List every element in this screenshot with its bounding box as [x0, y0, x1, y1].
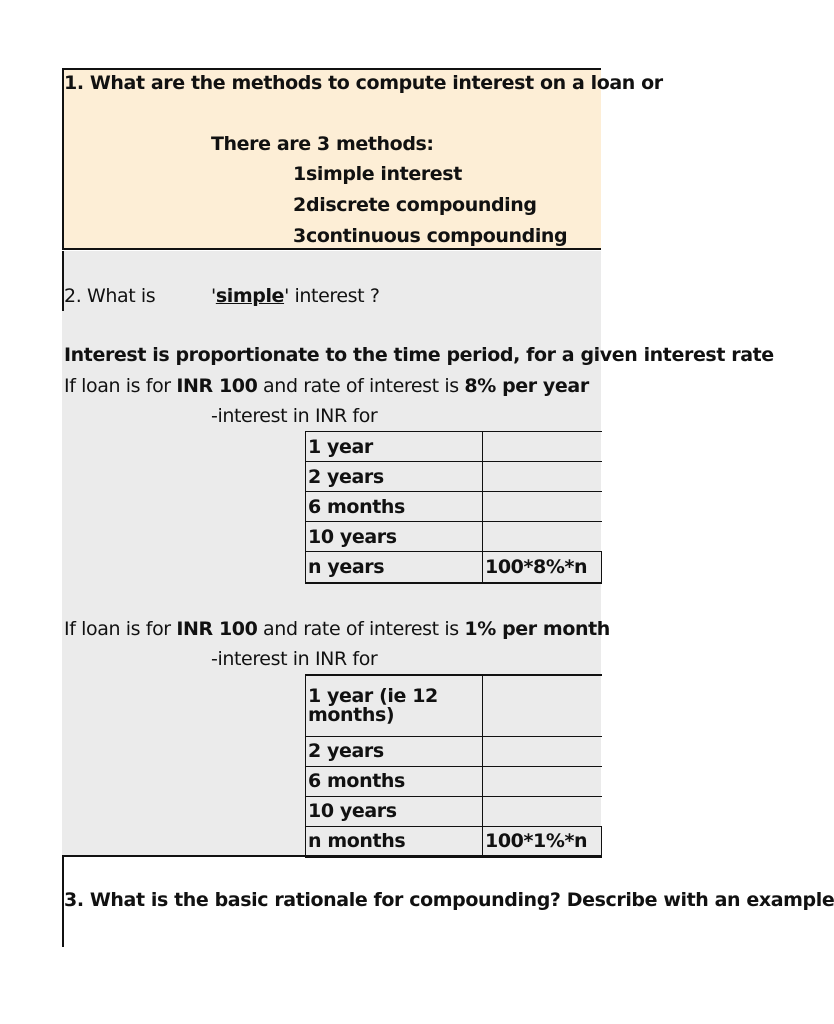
period-cell: 2 years: [306, 462, 483, 492]
section-2-bottom-border: [62, 855, 601, 857]
table-row: [306, 492, 602, 522]
method-1-number: 1: [293, 163, 306, 185]
formula-cell[interactable]: 100*1%*n: [483, 826, 602, 857]
method-1-label: simple interest: [306, 163, 462, 185]
question-1-text: 1. What are the methods to compute interest on a loan or: [64, 72, 663, 94]
question-2-term-line: [211, 285, 380, 307]
value-cell[interactable]: [483, 462, 602, 492]
question-2-prefix: 2. What is: [64, 285, 156, 307]
table-row: [306, 796, 602, 826]
period-cell: 2 years: [306, 736, 483, 766]
table-row: [306, 552, 602, 583]
example-2-pre: If loan is for: [64, 618, 177, 640]
example-1-rate: 8% per year: [464, 375, 589, 397]
question-2-suffix: ' interest ?: [284, 285, 380, 307]
table-row: [306, 522, 602, 552]
period-cell: 1 year: [306, 432, 483, 462]
value-cell[interactable]: [483, 675, 602, 736]
value-cell[interactable]: [483, 736, 602, 766]
example-2-line: [64, 618, 610, 640]
table-row: [306, 432, 602, 462]
example-1-amount: INR 100: [176, 375, 258, 397]
table-row: [306, 736, 602, 766]
period-cell: 6 months: [306, 766, 483, 796]
example-2-subhead: -interest in INR for: [211, 648, 378, 670]
example-1-line: [64, 375, 601, 397]
period-cell: 6 months: [306, 492, 483, 522]
question-3-text: 3. What is the basic rationale for compounding? Describe with an example: [64, 889, 834, 911]
value-cell[interactable]: [483, 766, 602, 796]
formula-cell[interactable]: 100*8%*n: [483, 552, 602, 583]
table-row: [306, 462, 602, 492]
example-2-table: [305, 674, 602, 858]
simple-interest-statement: Interest is proportionate to the time period, for a given interest rate: [64, 344, 774, 366]
table-row: [306, 675, 602, 736]
simple-term: simple: [215, 285, 285, 307]
period-cell: n years: [306, 552, 483, 583]
period-cell: 1 year (ie 12 months): [306, 675, 483, 736]
example-1-mid: and rate of interest is: [257, 375, 465, 397]
period-cell: 10 years: [306, 522, 483, 552]
method-2-number: 2: [293, 194, 306, 216]
method-3-number: 3: [293, 225, 306, 247]
example-2-amount: INR 100: [176, 618, 258, 640]
period-cell: 10 years: [306, 796, 483, 826]
quote-open: ': [211, 285, 216, 307]
example-1-table: [305, 431, 602, 584]
methods-intro: There are 3 methods:: [211, 133, 434, 155]
value-cell[interactable]: [483, 492, 602, 522]
table-row: [306, 826, 602, 857]
question-1-block: [62, 68, 663, 250]
example-1-subhead: -interest in INR for: [211, 405, 378, 427]
value-cell[interactable]: [483, 522, 602, 552]
value-cell[interactable]: [483, 796, 602, 826]
method-3-label: continuous compounding: [306, 225, 568, 247]
example-2-rate: 1% per month: [464, 618, 610, 640]
example-1-pre: If loan is for: [64, 375, 177, 397]
table-row: [306, 766, 602, 796]
period-cell: n months: [306, 826, 483, 857]
example-2-mid: and rate of interest is: [257, 618, 465, 640]
value-cell[interactable]: [483, 432, 602, 462]
method-2-label: discrete compounding: [306, 194, 537, 216]
